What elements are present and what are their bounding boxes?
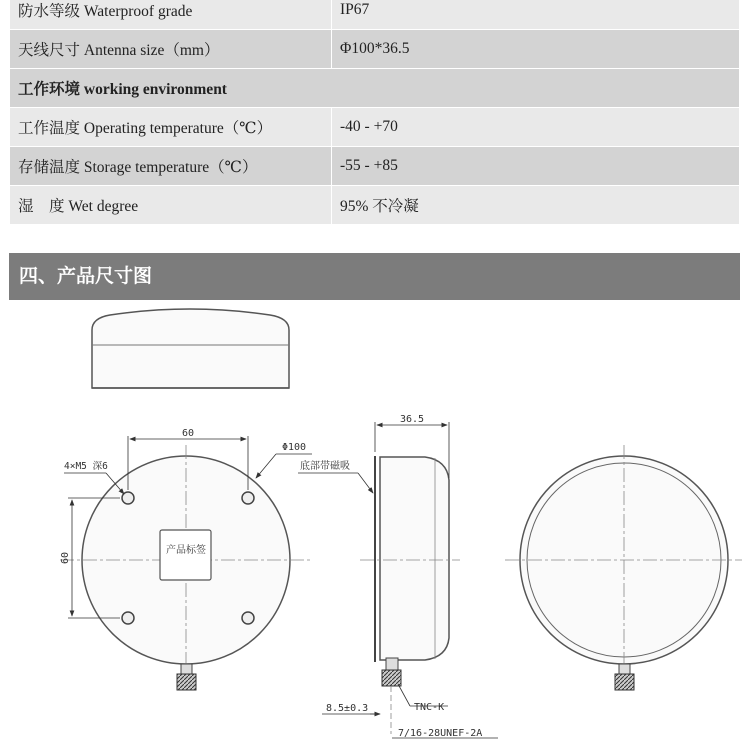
section-title: 工作环境 working environment — [10, 69, 740, 108]
spec-value: IP67 — [332, 0, 740, 30]
spec-label: 防水等级 Waterproof grade — [10, 0, 332, 30]
spec-value: Φ100*36.5 — [332, 30, 740, 69]
env-label: 存储温度 Storage temperature（℃） — [10, 147, 332, 186]
spec-table — [9, 0, 740, 225]
connector-front — [177, 674, 196, 690]
dimension-section-header: 四、产品尺寸图 — [9, 253, 740, 300]
connector-back — [615, 674, 634, 690]
antenna-front-view — [60, 428, 312, 690]
connector-side — [382, 670, 401, 686]
dim-60-horizontal: 60 — [181, 428, 195, 439]
spec-row-antenna-size — [10, 30, 740, 69]
dimension-drawing — [0, 300, 750, 742]
env-row-operating-temp — [10, 108, 740, 147]
mount-hole — [242, 492, 254, 504]
dim-36-5: 36.5 — [399, 414, 425, 425]
spec-row-waterproof — [10, 0, 740, 30]
dim-8-5: 8.5±0.3 — [326, 703, 369, 714]
diameter-label: Φ100 — [282, 442, 307, 453]
antenna-side-view-top — [92, 309, 289, 388]
holes-label: 4×M5 深6 — [64, 461, 108, 472]
antenna-side-view — [298, 414, 498, 739]
env-row-wet-degree — [10, 186, 740, 225]
thread-label: 7/16-28UNEF-2A — [398, 728, 483, 739]
env-value: -40 - +70 — [332, 108, 740, 147]
env-value: -55 - +85 — [332, 147, 740, 186]
section-working-environment — [10, 69, 740, 108]
product-label-text: 产品标签 — [166, 545, 206, 556]
env-value: 95% 不冷凝 — [332, 186, 740, 225]
env-row-storage-temp — [10, 147, 740, 186]
env-label: 工作温度 Operating temperature（℃） — [10, 108, 332, 147]
mount-hole — [122, 612, 134, 624]
dim-60-vertical: 60 — [60, 551, 71, 565]
spec-label: 天线尺寸 Antenna size（mm） — [10, 30, 332, 69]
antenna-back-view — [505, 445, 742, 690]
mount-hole — [242, 612, 254, 624]
magnet-label: 底部带磁吸 — [300, 461, 350, 472]
env-label: 湿 度 Wet degree — [10, 186, 332, 225]
connector-label: TNC-K — [414, 702, 445, 713]
